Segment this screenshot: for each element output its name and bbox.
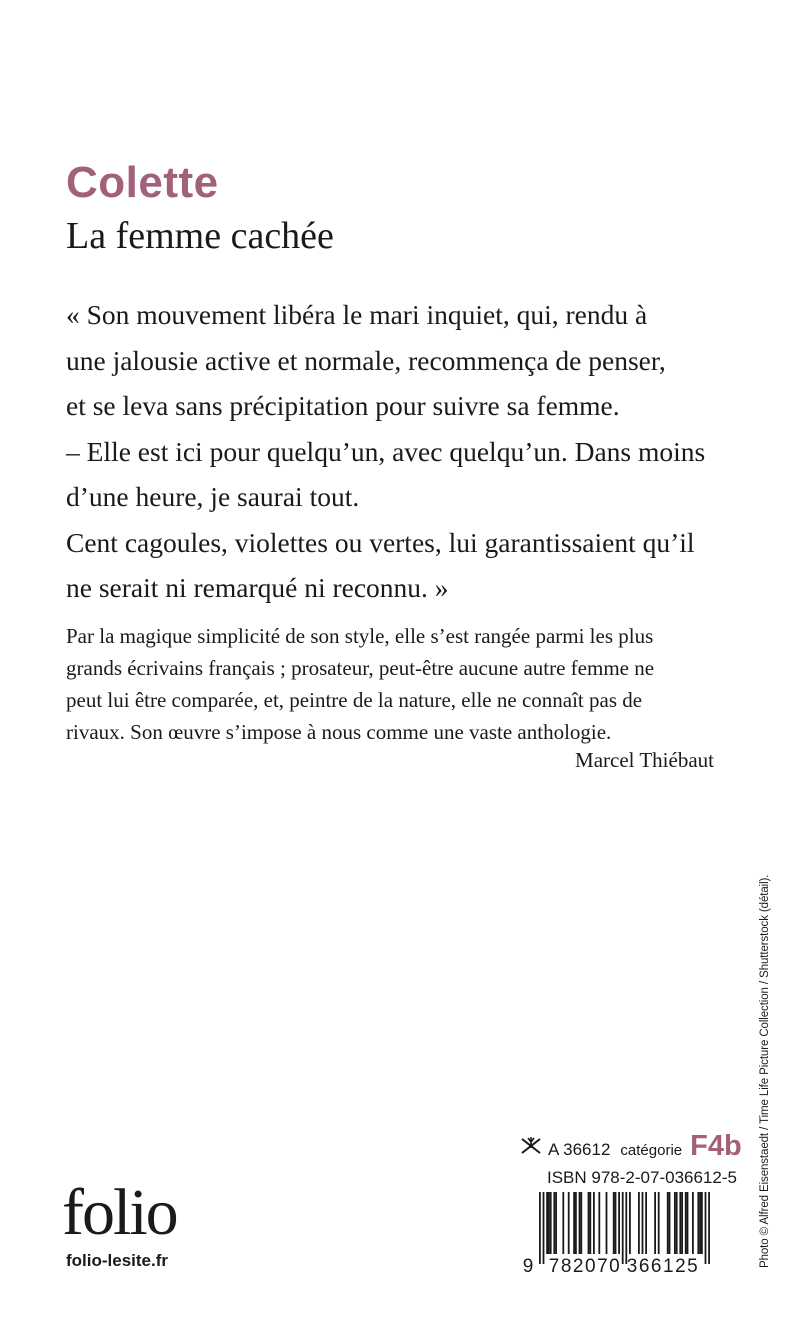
review-author: Marcel Thiébaut [575,748,714,772]
excerpt-line: « Son mouvement libéra le mari inquiet, qui, rendu à [66,299,648,330]
barcode-bar [548,1192,550,1254]
barcode-bar [553,1192,555,1254]
folio-logo: folio [62,1176,177,1249]
barcode-bar [674,1192,676,1254]
isbn-number: ISBN 978-2-07-036612-5 [547,1168,737,1187]
barcode-bar [568,1192,570,1254]
barcode-bar [676,1192,678,1254]
barcode-bar [685,1192,687,1254]
catalog-number: A 36612 [548,1140,611,1159]
barcode-bar [588,1192,590,1254]
barcode-bar [638,1192,640,1254]
review-line: peut lui être comparée, et, peintre de la nature, elle ne connaît pas de [66,688,643,712]
barcode-bar [701,1192,703,1254]
barcode-bar [573,1192,575,1254]
book-title: La femme cachée [66,215,334,257]
barcode-bar [546,1192,548,1254]
review-line: grands écrivains français ; prosateur, peut-être aucune autre femme ne [66,656,655,680]
excerpt-line: Cent cagoules, violettes ou vertes, lui garantissaient qu’il [66,526,695,558]
barcode-bar [580,1192,582,1254]
barcode-bar [658,1192,660,1254]
barcode-right-group: 366125 [626,1256,700,1276]
excerpt-line: – Elle est ici pour quelqu’un, avec quelqu’un. Dans moins [66,435,706,467]
barcode-left-group: 782070 [548,1256,622,1276]
barcode-bar [598,1192,600,1254]
barcode-bar [679,1192,681,1254]
barcode-bar [613,1192,615,1254]
barcode-bar [699,1192,701,1254]
barcode-bar [687,1192,689,1254]
barcode-bar [539,1192,541,1264]
barcode-bars [539,1192,710,1264]
barcode-bar [629,1192,631,1254]
book-author: Colette [66,158,219,207]
barcode [518,1192,714,1276]
barcode-bar [555,1192,557,1254]
barcode-bar [606,1192,608,1254]
barcode-bar [575,1192,577,1254]
barcode-bar [593,1192,595,1254]
photo-credit: Photo © Alfred Eisenstaedt / Time Life Picture Collection / Shutterstock (détail). [759,874,771,1268]
critic-review [66,620,746,748]
category-label: catégorie [620,1142,683,1159]
barcode-bar [550,1192,552,1254]
barcode-bar [705,1192,707,1264]
excerpt-line: et se leva sans précipitation pour suivre sa femme. [66,390,620,421]
website-link[interactable]: folio-lesite.fr [66,1251,169,1270]
barcode-bar [669,1192,671,1254]
gallimard-logo-icon [520,1136,542,1162]
review-line: rivaux. Son œuvre s’impose à nous comme une vaste anthologie. [66,720,612,744]
barcode-bar [589,1192,591,1254]
barcode-bar [667,1192,669,1254]
barcode-bar [625,1192,627,1264]
barcode-bar [615,1192,617,1254]
catalog-code-line [520,1130,742,1164]
barcode-bar [543,1192,545,1264]
barcode-bar [654,1192,656,1254]
barcode-bar [708,1192,710,1264]
book-excerpt [66,292,746,611]
barcode-bar [692,1192,694,1254]
barcode-bar [681,1192,683,1254]
barcode-bar [579,1192,581,1254]
excerpt-line: d’une heure, je saurai tout. [66,481,360,512]
excerpt-line: ne serait ni remarqué ni reconnu. » [66,572,449,603]
barcode-bar [618,1192,620,1254]
review-line: Par la magique simplicité de son style, elle s’est rangée parmi les plus [66,624,654,648]
barcode-bar [622,1192,624,1264]
barcode-bar [697,1192,699,1254]
excerpt-line: une jalousie active et normale, recommença de penser, [66,344,666,376]
barcode-first-digit: 9 [522,1256,534,1276]
barcode-bar [642,1192,644,1254]
category-code: F4b [690,1130,742,1162]
barcode-bar [645,1192,647,1254]
barcode-bar [562,1192,564,1254]
